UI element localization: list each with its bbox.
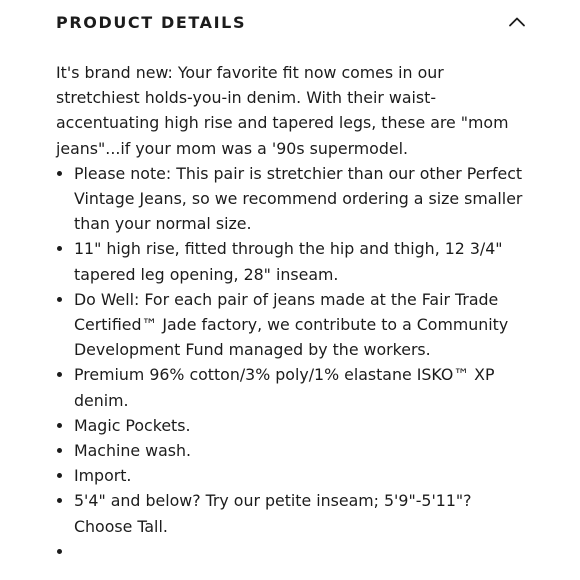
section-title: PRODUCT DETAILS xyxy=(56,12,247,32)
details-list-item: Please note: This pair is stretchier than our other Perfect Vintage Jeans, so we recommend ordering a size smaller than your normal size. xyxy=(56,161,526,237)
details-list-item: 11" high rise, fitted through the hip and thigh, 12 3/4" tapered leg opening, 28" inseam. xyxy=(56,236,526,286)
details-list-item: Do Well: For each pair of jeans made at the Fair Trade Certified™ Jade factory, we contribute to a Community Development Fund managed by the workers. xyxy=(56,287,526,363)
product-description xyxy=(56,60,526,564)
details-list-item-empty xyxy=(56,539,526,564)
details-list xyxy=(56,161,526,564)
product-details-accordion-header[interactable] xyxy=(56,9,528,35)
details-list-item: Import. xyxy=(56,463,526,488)
details-list-item: Magic Pockets. xyxy=(56,413,526,438)
chevron-up-icon[interactable] xyxy=(508,13,526,31)
description-intro: It's brand new: Your favorite fit now comes in our stretchiest holds-you-in denim. With their waist-accentuating high rise and tapered legs, these are "mom jeans"...if your mom was a '90s supermodel. xyxy=(56,63,509,158)
details-list-item: 5'4" and below? Try our petite inseam; 5'9"-5'11"? Choose Tall. xyxy=(56,488,526,538)
details-list-item: Premium 96% cotton/3% poly/1% elastane ISKO™ XP denim. xyxy=(56,362,526,412)
details-list-item: Machine wash. xyxy=(56,438,526,463)
